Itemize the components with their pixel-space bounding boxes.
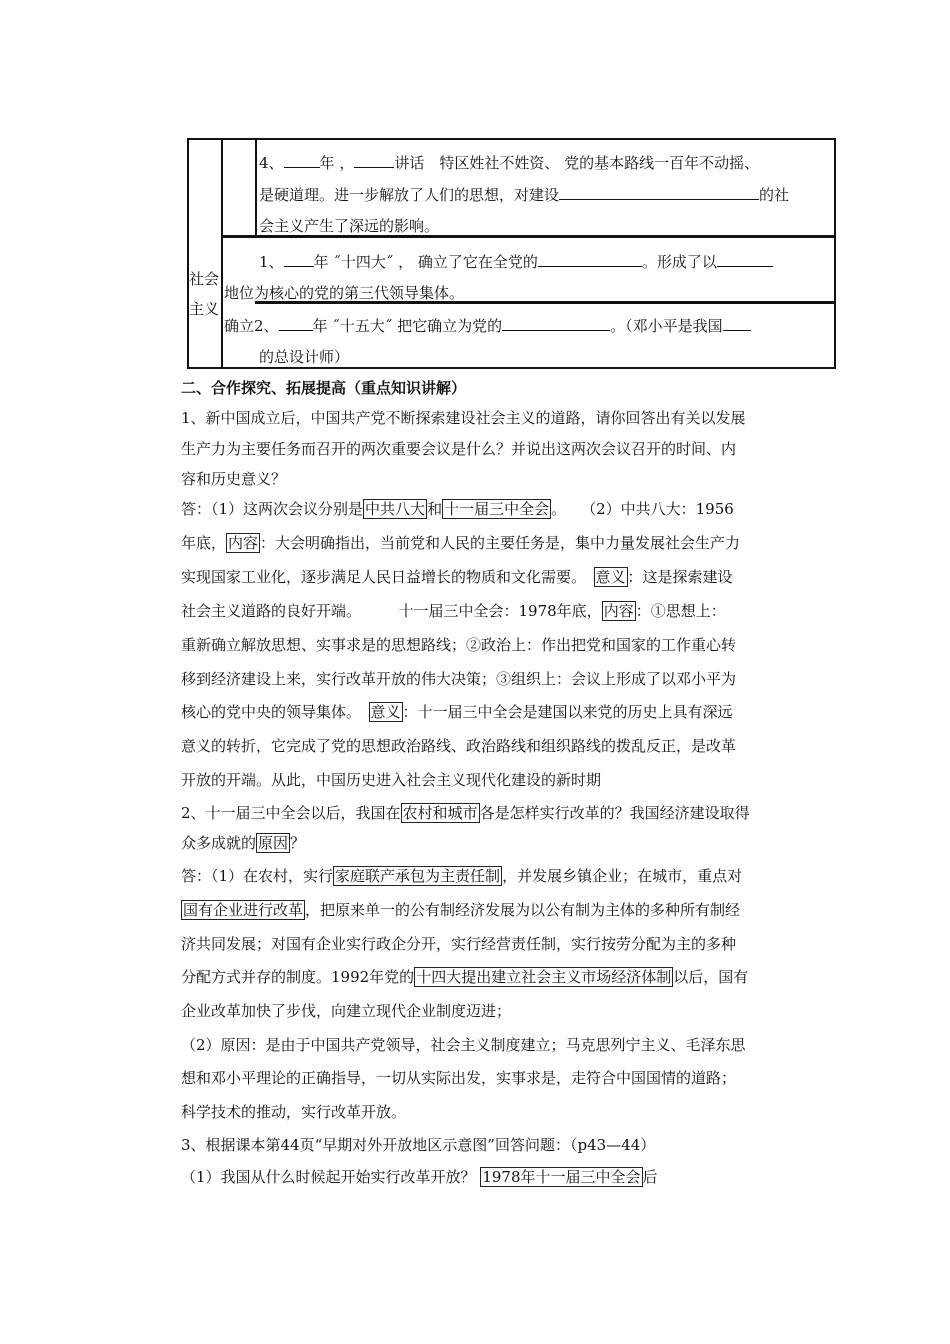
question-2-line-1: 2、十一届三中全会以后，我国在 农村和城市 各是怎样实行改革的？我国经济建设取得 bbox=[181, 804, 750, 822]
answer-1-line-6: 移到经济建设上来，实行改革开放的伟大决策；③组织上：会议上形成了以邓小平为 bbox=[181, 670, 737, 688]
boxed-term: 国有企业进行改革 bbox=[183, 901, 304, 919]
boxed-term: 农村和城市 bbox=[402, 804, 478, 822]
answer-1-line-1: 答：（1）这两次会议分别是 中共八大 和 十一届三中全会 。 （2）中共八大：1956 bbox=[181, 500, 734, 518]
table-row-1-line-2: 是硬道理。进一步解放了人们的思想，对建设 的社 bbox=[259, 186, 790, 204]
section-heading: 二、合作探究、拓展提高（重点知识讲解） bbox=[181, 379, 467, 397]
boxed-term: 中共八大 bbox=[365, 500, 426, 518]
answer-2-line-4: 分配方式并存的制度。1992年党的 十四大提出建立社会主义市场经济体制 以后，国有 bbox=[181, 968, 749, 986]
table-row-3-line-1: 确立2、 年 ˝十五大˝ 把它确立为党的 。（邓小平是我国 bbox=[224, 311, 751, 342]
boxed-term: 1978年十一届三中全会 bbox=[482, 1168, 641, 1186]
answer-1-line-4: 社会主义道路的良好开端。 十一届三中全会：1978年底， 内容 ：①思想上： bbox=[181, 602, 726, 620]
boxed-term: 家庭联产承包为主责任制 bbox=[335, 867, 501, 885]
boxed-term: 十一届三中全会 bbox=[444, 500, 550, 518]
answer-2-line-5: 企业改革加快了步伐，向建立现代企业制度迈进； bbox=[181, 1002, 512, 1020]
boxed-term: 内容 bbox=[603, 602, 634, 620]
table-border-top bbox=[187, 138, 836, 140]
answer-1-line-2: 年底， 内容 ：大会明确指出，当前党和人民的主要任务是，集中力量发展社会生产力 bbox=[181, 534, 741, 552]
answer-1-line-9: 开放的开端。从此，中国历史进入社会主义现代化建设的新时期 bbox=[181, 771, 602, 789]
boxed-term: 意义 bbox=[595, 568, 626, 586]
answer-2-line-3: 济共同发展；对国有企业实行政企分开，实行经营责任制，实行按劳分配为主的多种 bbox=[181, 935, 737, 953]
answer-1-line-3: 实现国家工业化，逐步满足人民日益增长的物质和文化需要。 意义 ：这是探索建设 bbox=[181, 568, 733, 586]
table-row-1-line-1: 4、 年 ， 讲话 特区姓社不姓资、 党的基本路线一百年不动摇、 bbox=[259, 154, 760, 172]
table-row-3-line-2: 的总设计师） bbox=[259, 348, 350, 366]
table-row-2-line-2: 地位为核心的党的第三代领导集体。 bbox=[224, 284, 465, 302]
answer-1-line-8: 意义的转折，它完成了党的思想政治路线、政治路线和组织路线的拨乱反正，是改革 bbox=[181, 737, 737, 755]
question-3-line-2: （1）我国从什么时候起开始实行改革开放？ 1978年十一届三中全会 后 bbox=[181, 1168, 658, 1186]
table-border-right bbox=[834, 138, 836, 369]
boxed-term: 十四大提出建立社会主义市场经济体制 bbox=[416, 968, 672, 986]
table-border-left bbox=[187, 138, 189, 369]
table-side-label-1: 社会 bbox=[189, 270, 220, 288]
answer-1-line-5: 重新确立解放思想、实事求是的思想路线；②政治上：作出把党和国家的工作重心转 bbox=[181, 636, 737, 654]
boxed-term: 原因 bbox=[258, 834, 289, 852]
question-3-line-1: 3、根据课本第44页“早期对外开放地区示意图”回答问题：（p43—44） bbox=[181, 1136, 656, 1154]
table-row-1-line-3: 会主义产生了深远的影响。 bbox=[259, 217, 440, 235]
table-side-label-2: 主义 bbox=[189, 300, 220, 318]
question-1-line-1: 1、新中国成立后，中国共产党不断探索建设社会主义的道路，请你回答出有关以发展 bbox=[181, 409, 746, 427]
answer-2-line-6: （2）原因：是由于中国共产党领导，社会主义制度建立；马克思列宁主义、毛泽东思 bbox=[181, 1036, 746, 1054]
question-2-line-2: 众多成就的 原因 ？ bbox=[181, 834, 306, 852]
question-1-line-2: 生产力为主要任务而召开的两次重要会议是什么？并说出这两次会议召开的时间、内 bbox=[181, 440, 737, 458]
table-row-2-line-1: 1、 年 ˝十四大˝ ， 确立了它在全党的 。形成了以 bbox=[259, 247, 773, 278]
answer-1-line-7: 核心的党中央的领导集体。 意义 ：十一届三中全会是建国以来党的历史上具有深远 bbox=[181, 703, 733, 721]
answer-2-line-8: 科学技术的推动，实行改革开放。 bbox=[181, 1103, 407, 1121]
answer-2-line-2: 国有企业进行改革 ，把原来单一的公有制经济发展为以公有制为主体的多种所有制经 bbox=[183, 901, 741, 919]
table-col-divider-1 bbox=[221, 138, 223, 369]
boxed-term: 意义 bbox=[370, 703, 401, 721]
answer-2-line-1: 答：（1）在农村，实行 家庭联产承包为主责任制 ，并发展乡镇企业；在城市，重点对 bbox=[181, 867, 743, 885]
answer-2-line-7: 想和邓小平理论的正确指导，一切从实际出发，实事求是，走符合中国国情的道路； bbox=[181, 1069, 737, 1087]
question-1-line-3: 容和历史意义？ bbox=[181, 470, 287, 488]
table-col-divider-2 bbox=[255, 138, 257, 237]
boxed-term: 内容 bbox=[228, 534, 259, 552]
